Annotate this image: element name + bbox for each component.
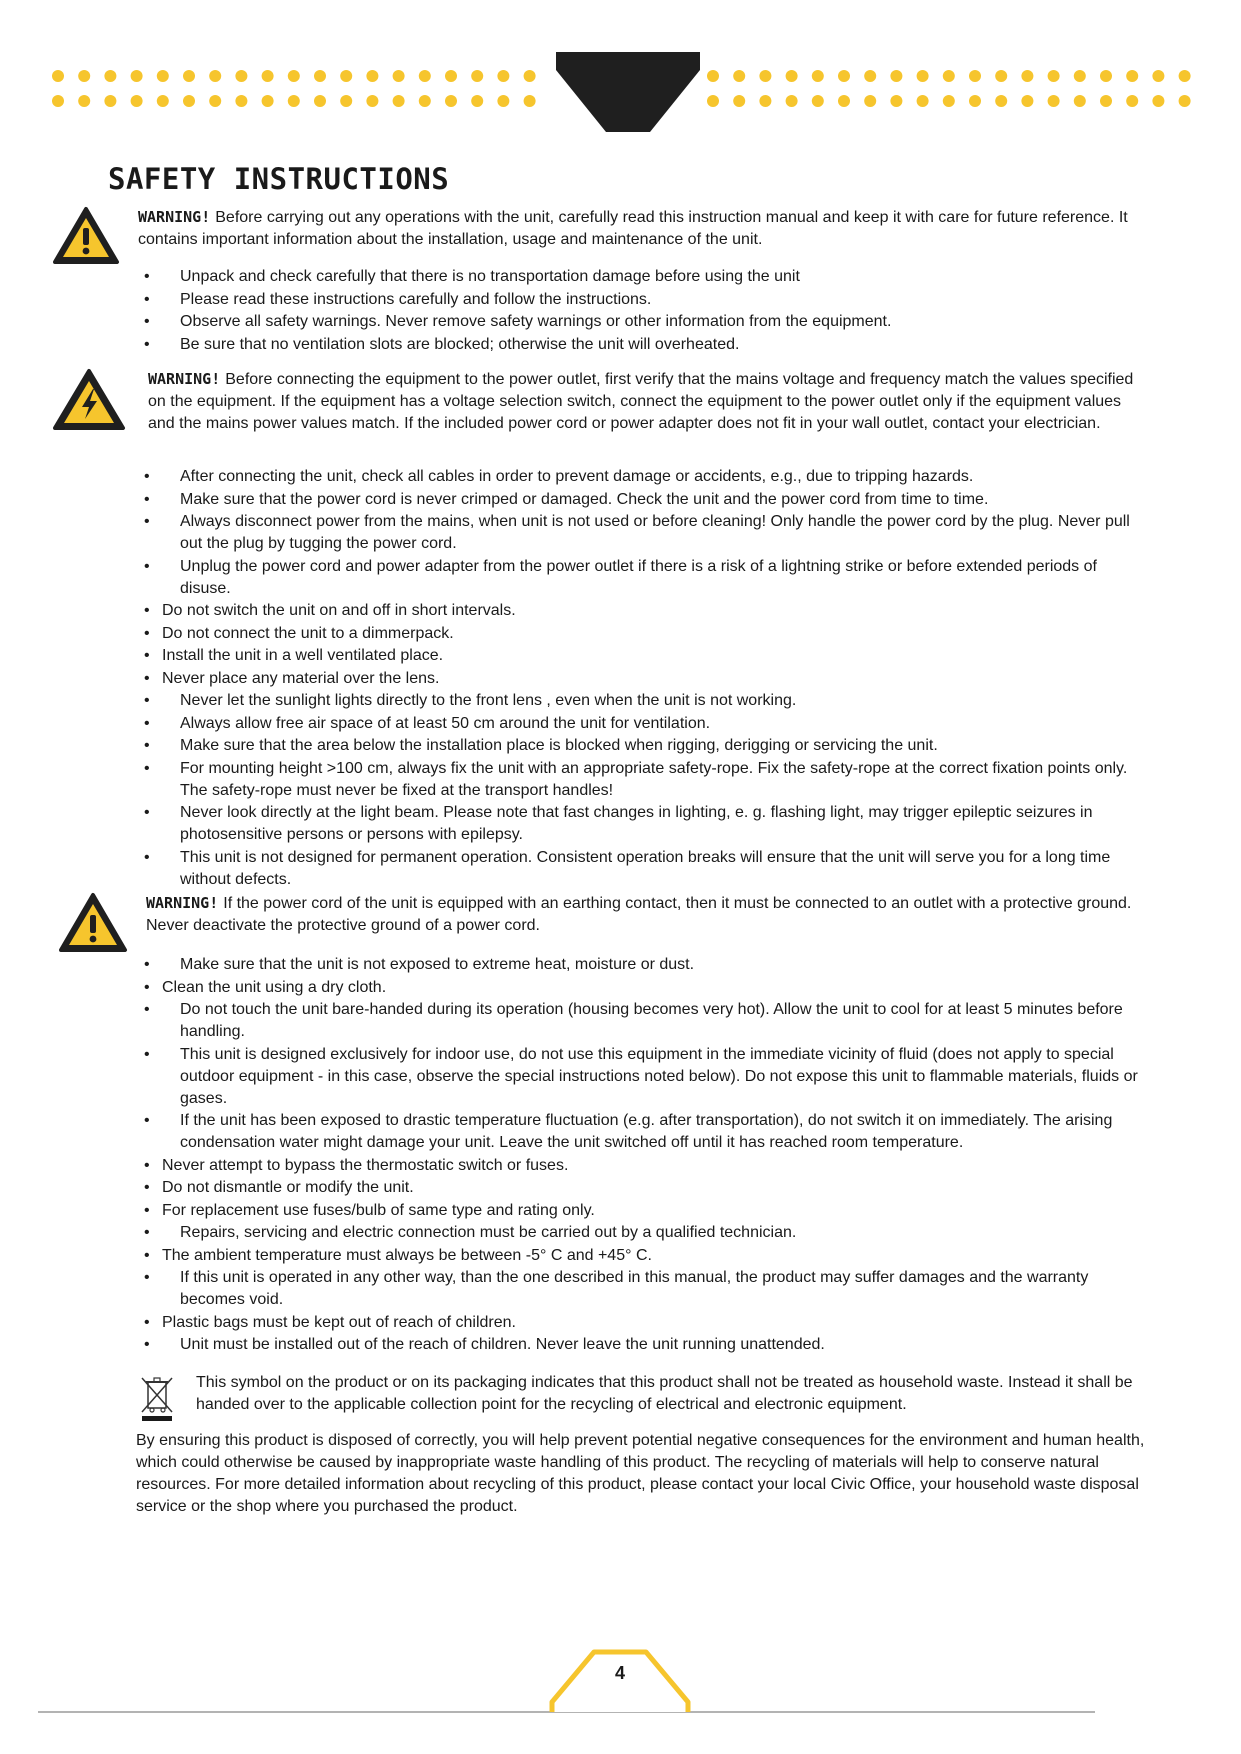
list-item: • Never let the sunlight lights directly to the front lens , even when the unit is not working. [144,690,1144,712]
crossed-out-bin-icon [138,1374,176,1422]
header-dot [235,70,247,82]
header-dot [1179,95,1191,107]
header-dot [864,70,876,82]
header-dot [471,95,483,107]
header-dot [1152,70,1164,82]
list-item: • This unit is not designed for permanent operation. Consistent operation breaks will ensure that the unit will serve you for a long time without defects. [144,847,1144,891]
list-item: • Make sure that the area below the installation place is blocked when rigging, derigging or servicing the unit. [144,735,1144,757]
header-dot [733,70,745,82]
list-item: • Do not switch the unit on and off in short intervals. [144,600,1144,622]
header-dot [733,95,745,107]
header-dot [969,95,981,107]
warning-body: If the power cord of the unit is equipped with an earthing contact, then it must be connected to an outlet with a protective ground. Never deactivate the protective ground of a power cord. [146,895,1132,934]
header-dot [78,95,90,107]
list-item: • Do not connect the unit to a dimmerpack. [144,623,1144,645]
electric-shock-warning-icon [52,368,126,432]
header-dot [104,95,116,107]
header-dot [419,95,431,107]
header-dot [786,95,798,107]
header-dot [1074,70,1086,82]
list-item: • Install the unit in a well ventilated place. [144,645,1144,667]
header-dot [838,70,850,82]
header-dot [393,95,405,107]
bullet-list-1 [144,266,1144,356]
header-dot [1100,70,1112,82]
list-item: • For mounting height >100 cm, always fix the unit with an appropriate safety-rope. Fix the safety-rope at the correct fixation points only. The safety-rope must never be fixed at the transport handles! [144,758,1144,802]
header-dot [995,95,1007,107]
warning-text-2 [148,368,1142,435]
header-dot [1074,95,1086,107]
header-dot [1126,70,1138,82]
header-dot [707,95,719,107]
header-dot [52,70,64,82]
list-item: • Clean the unit using a dry cloth. [144,977,1144,999]
list-item: • Never look directly at the light beam. Please note that fast changes in lighting, e. g. flashing light, may trigger epileptic seizures in photosensitive persons or persons with epilepsy. [144,802,1144,846]
header-dot [445,95,457,107]
list-item: • Make sure that the power cord is never crimped or damaged. Check the unit and the power cord from time to time. [144,489,1144,511]
list-item: • After connecting the unit, check all cables in order to prevent damage or accidents, e.g., due to tripping hazards. [144,466,1144,488]
header-dot [1048,70,1060,82]
list-item: • Unplug the power cord and power adapter from the power outlet if there is a risk of a lightning strike or before extended periods of disuse. [144,556,1144,600]
list-item: • The ambient temperature must always be between -5° C and +45° C. [144,1245,1144,1267]
exclamation-warning-icon [58,892,128,954]
list-item: • This unit is designed exclusively for indoor use, do not use this equipment in the immediate vicinity of fluid (does not apply to special outdoor equipment - in this case, observe the special instructions noted below). Do not expose this unit to flammable materials, fluids or gases. [144,1044,1144,1110]
header-dot [288,70,300,82]
list-item: • Never place any material over the lens. [144,668,1144,690]
warning-label: WARNING! [138,208,211,226]
list-item: • Be sure that no ventilation slots are blocked; otherwise the unit will overheated. [144,334,1144,356]
list-item: • Unpack and check carefully that there is no transportation damage before using the unit [144,266,1144,288]
header-dot [262,95,274,107]
list-item: • Never attempt to bypass the thermostatic switch or fuses. [144,1155,1144,1177]
header-dot [340,95,352,107]
header-dot [340,70,352,82]
header-dot [366,70,378,82]
recycling-text: This symbol on the product or on its packaging indicates that this product shall not be treated as household waste. Instead it shall be handed over to the applicable collection point for the recycling of electrical and electronic equipment. [196,1374,1133,1413]
warning-text-1 [138,206,1142,251]
header-dot [969,70,981,82]
list-item: • Always allow free air space of at least 50 cm around the unit for ventilation. [144,713,1144,735]
header-dot [445,70,457,82]
list-item: • Always disconnect power from the mains, when unit is not used or before cleaning! Only handle the power cord by the plug. Never pull out the plug by tugging the power cord. [144,511,1144,555]
header-dot [209,70,221,82]
header-dot [812,70,824,82]
bullet-list-2 [144,466,1144,891]
warning-text-3 [146,892,1142,937]
header-dot [1048,95,1060,107]
header-dots-right [707,70,1191,107]
header-dot [497,95,509,107]
header-dot [1100,95,1112,107]
warning-body: Before carrying out any operations with the unit, carefully read this instruction manual and keep it with care for future reference. It contains important information about the installation, usage and maintenance of the unit. [138,209,1128,248]
header-dot [471,70,483,82]
header-dot [1021,70,1033,82]
header-dot [759,95,771,107]
header-dot [1179,70,1191,82]
list-item: • Repairs, servicing and electric connection must be carried out by a qualified technician. [144,1222,1144,1244]
header-dots-left [52,70,536,107]
exclamation-warning-icon [52,206,120,266]
header-dot [78,70,90,82]
warning-block-1 [52,206,1142,251]
header-dot [995,70,1007,82]
header-dot [786,70,798,82]
header-dot [235,95,247,107]
header-dot [524,95,536,107]
header-dot [104,70,116,82]
header-dot [1152,95,1164,107]
warning-label: WARNING! [148,370,221,388]
list-item: • Plastic bags must be kept out of reach of children. [144,1312,1144,1334]
header-dot [707,70,719,82]
header-decoration [0,0,1241,140]
list-item: • Observe all safety warnings. Never remove safety warnings or other information from the equipment. [144,311,1144,333]
header-dot [131,95,143,107]
list-item: • Please read these instructions carefully and follow the instructions. [144,289,1144,311]
header-dot [157,95,169,107]
header-dot [157,70,169,82]
warning-label: WARNING! [146,894,219,912]
header-dot [52,95,64,107]
list-item: • Do not touch the unit bare-handed during its operation (housing becomes very hot). Allow the unit to cool for at least 5 minutes before handling. [144,999,1144,1043]
header-dot [1021,95,1033,107]
list-item: • Do not dismantle or modify the unit. [144,1177,1144,1199]
header-dot [314,70,326,82]
header-dot [366,95,378,107]
header-dot [131,70,143,82]
header-dot [943,95,955,107]
header-dot [917,70,929,82]
warning-block-2 [52,368,1142,435]
header-dot [943,70,955,82]
page-number: 4 [614,1663,625,1683]
list-item: • If the unit has been exposed to drastic temperature fluctuation (e.g. after transportation), do not switch it on immediately. The arising condensation water might damage your unit. Leave the unit switched off until it has reached room temperature. [144,1110,1144,1154]
warning-body: Before connecting the equipment to the power outlet, first verify that the mains voltage and frequency match the values specified on the equipment. If the equipment has a voltage selection switch, connect the equipment to the power outlet only if the equipment values and the mains power values match. If the included power cord or power adapter does not fit in your wall outlet, contact your electrician. [148,371,1134,432]
header-dot [838,95,850,107]
bullet-list-3 [144,954,1144,1357]
header-dot [183,95,195,107]
header-dot [262,70,274,82]
recycling-notice [138,1372,1138,1416]
closing-paragraph: By ensuring this product is disposed of correctly, you will help prevent potential negative consequences for the environment and human health, which could otherwise be caused by inappropriate waste handling of this product. The recycling of materials will help to conserve natural resources. For more detailed information about recycling of this product, please contact your local Civic Office, your household waste disposal service or the shop where you purchased the product. [136,1432,1145,1515]
header-dot [209,95,221,107]
header-dot [890,70,902,82]
header-dot [419,70,431,82]
list-item: • Make sure that the unit is not exposed to extreme heat, moisture or dust. [144,954,1144,976]
page-title: SAFETY INSTRUCTIONS [108,162,450,196]
list-item: • If this unit is operated in any other way, than the one described in this manual, the product may suffer damages and the warranty becomes void. [144,1267,1144,1311]
header-dot [497,70,509,82]
list-item: • For replacement use fuses/bulb of same type and rating only. [144,1200,1144,1222]
list-item: • Unit must be installed out of the reach of children. Never leave the unit running unattended. [144,1334,1144,1356]
header-dot [183,70,195,82]
header-dot [524,70,536,82]
header-tab-shape [556,52,700,132]
header-dot [288,95,300,107]
warning-block-3 [52,892,1142,937]
header-dot [759,70,771,82]
header-dot [1126,95,1138,107]
header-dot [917,95,929,107]
header-dot [812,95,824,107]
header-dot [314,95,326,107]
header-dot [393,70,405,82]
header-dot [864,95,876,107]
header-dot [890,95,902,107]
